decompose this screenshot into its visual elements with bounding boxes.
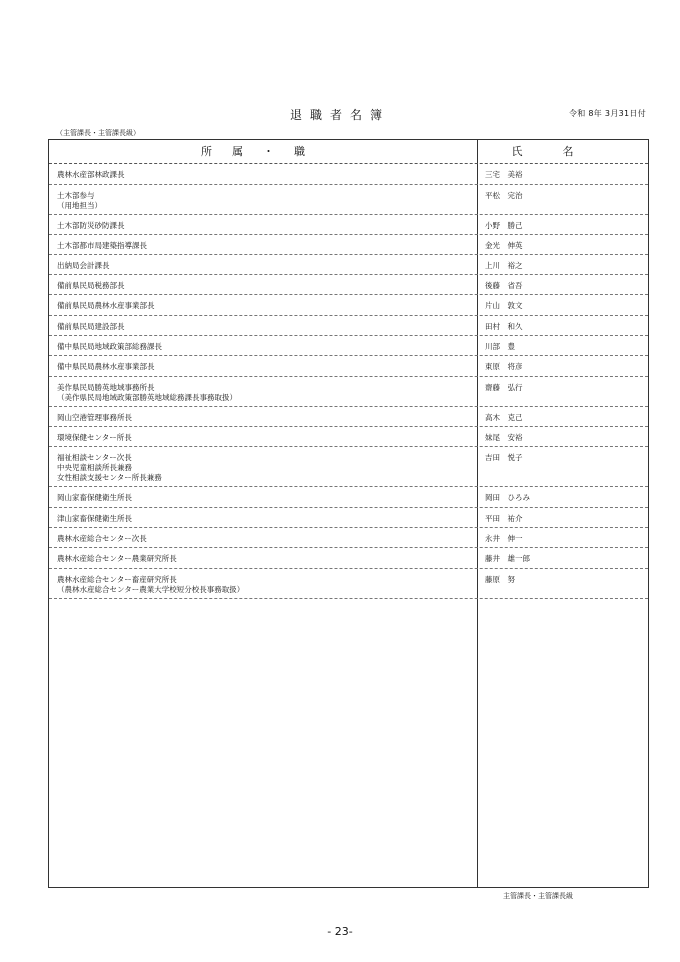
table-row xyxy=(49,215,648,235)
table-body xyxy=(49,164,648,599)
table-row xyxy=(49,356,648,377)
row-position: 農林水産部林政課長 xyxy=(57,170,125,179)
row-position: 備前県民局農林水産事業部長 xyxy=(57,301,155,310)
row-name: 三宅 美裕 xyxy=(485,170,523,179)
row-position: 環境保健センター所長 xyxy=(57,433,132,442)
table-row xyxy=(49,377,648,407)
table-row xyxy=(49,235,648,255)
table-row xyxy=(49,336,648,356)
row-position: 農林水産総合センター農業研究所長 xyxy=(57,554,177,563)
table-row xyxy=(49,447,648,487)
row-position: 備中県民局農林水産事業部長 xyxy=(57,362,155,371)
table-row xyxy=(49,487,648,508)
rank-subheading: （主管課長・主管課長級） xyxy=(56,129,140,137)
footer-note: 主管課長・主管課長級 xyxy=(503,892,573,900)
page-number: - 23- xyxy=(327,925,353,938)
header-name: 氏名 xyxy=(511,145,614,158)
table-row xyxy=(49,548,648,569)
row-position: 農林水産総合センター畜産研究所長 （農林水産総合センター農業大学校短分校長事務取扱） xyxy=(57,575,245,594)
row-position: 出納局会計課長 xyxy=(57,261,110,270)
row-name: 後藤 省吾 xyxy=(485,281,523,290)
row-position: 備中県民局地域政策部総務課長 xyxy=(57,342,162,351)
row-position: 福祉相談センター次長 中央児童相談所長兼務 女性相談支援センター所長兼務 xyxy=(57,453,162,482)
row-name: 永井 伸一 xyxy=(485,534,523,543)
row-position: 岡山家畜保健衛生所長 xyxy=(57,493,132,502)
row-name: 平松 完治 xyxy=(485,191,523,200)
row-position: 津山家畜保健衛生所長 xyxy=(57,514,132,523)
row-position: 土木部参与 （用地担当） xyxy=(57,191,102,210)
header-position: 所属・職 xyxy=(201,145,325,158)
row-name: 東原 将彦 xyxy=(485,362,523,371)
table-row xyxy=(49,164,648,185)
table-row xyxy=(49,528,648,548)
row-name: 藤原 努 xyxy=(485,575,515,584)
row-position: 備前県民局税務部長 xyxy=(57,281,125,290)
row-name: 高木 克己 xyxy=(485,413,523,422)
table-header xyxy=(49,140,648,164)
row-name: 上川 裕之 xyxy=(485,261,523,270)
document-title: 退職者名簿 xyxy=(289,108,390,122)
row-name: 小野 勝己 xyxy=(485,221,523,230)
table-row xyxy=(49,427,648,447)
table-row xyxy=(49,255,648,275)
effective-date: 令和 8年 3月31日付 xyxy=(568,109,646,118)
row-name: 吉田 悦子 xyxy=(485,453,523,462)
row-name: 齋藤 弘行 xyxy=(485,383,523,392)
table-row xyxy=(49,508,648,528)
table-row xyxy=(49,407,648,427)
retiree-table xyxy=(48,139,649,888)
row-name: 片山 敦文 xyxy=(485,301,523,310)
row-position: 農林水産総合センター次長 xyxy=(57,534,147,543)
row-position: 土木部都市局建築指導課長 xyxy=(57,241,147,250)
table-row xyxy=(49,569,648,599)
row-name: 妹尾 安裕 xyxy=(485,433,523,442)
row-position: 土木部防災砂防課長 xyxy=(57,221,125,230)
row-position: 美作県民局勝英地域事務所長 （美作県民局地域政策部勝英地域総務課長事務取扱） xyxy=(57,383,237,402)
row-name: 金光 伸英 xyxy=(485,241,523,250)
table-row xyxy=(49,316,648,336)
row-name: 岡田 ひろみ xyxy=(485,493,530,502)
row-position: 岡山空港管理事務所長 xyxy=(57,413,132,422)
row-name: 平田 祐介 xyxy=(485,514,523,523)
table-row xyxy=(49,185,648,215)
table-row xyxy=(49,295,648,316)
table-row xyxy=(49,275,648,295)
row-position: 備前県民局建設部長 xyxy=(57,322,125,331)
row-name: 田村 和久 xyxy=(485,322,523,331)
row-name: 川部 豊 xyxy=(485,342,515,351)
row-name: 藤井 雄一郎 xyxy=(485,554,530,563)
